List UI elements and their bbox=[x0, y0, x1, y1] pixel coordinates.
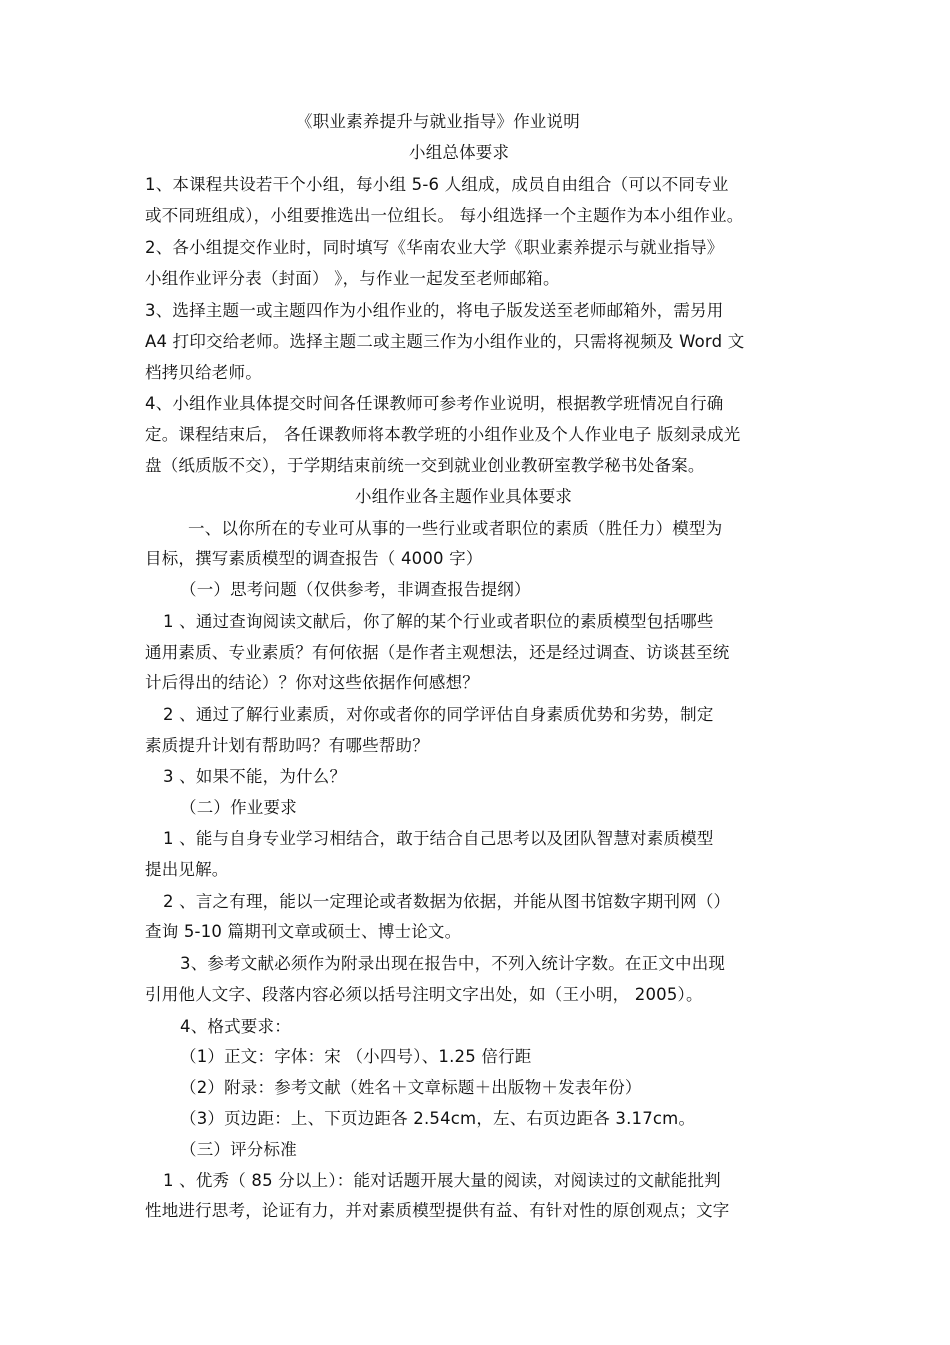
section-heading-topic-requirements: 小组作业各主题作业具体要求 bbox=[355, 487, 573, 506]
part-1-item-3-line-1: 3 、如果不能，为什么？ bbox=[163, 767, 347, 786]
part-1-item-1-line-2: 通用素质、专业素质？有何依据（是作者主观想法，还是经过调查、访谈甚至统 bbox=[145, 643, 730, 662]
format-item-1: （1）正文：字体：宋 （小四号）、1.25 倍行距 bbox=[180, 1047, 532, 1066]
topic-1-heading-line-2: 目标，撰写素质模型的调查报告（ 4000 字） bbox=[145, 549, 483, 568]
topic-1-heading-line-1: 一、以你所在的专业可从事的一些行业或者职位的素质（胜任力）模型为 bbox=[188, 519, 723, 538]
part-2-heading: （二）作业要求 bbox=[180, 798, 297, 817]
part-1-item-1-line-1: 1 、通过查询阅读文献后，你了解的某个行业或者职位的素质模型包括哪些 bbox=[163, 612, 714, 631]
rule-1-line-1: 1、本课程共设若干个小组，每小组 5-6 人组成，成员自由组合（可以不同专业 bbox=[145, 175, 729, 194]
part-2-item-4-line-1: 4、格式要求： bbox=[180, 1017, 291, 1036]
rule-2-line-2: 小组作业评分表（封面） 》，与作业一起发至老师邮箱。 bbox=[145, 269, 560, 288]
part-1-heading: （一）思考问题（仅供参考，非调查报告提纲） bbox=[180, 580, 531, 599]
section-heading-group-requirements: 小组总体要求 bbox=[409, 143, 510, 162]
part-3-item-1-line-1: 1 、优秀（ 85 分以上）：能对话题开展大量的阅读，对阅读过的文献能批判 bbox=[163, 1171, 721, 1190]
part-2-item-1-line-2: 提出见解。 bbox=[145, 860, 229, 879]
document-title: 《职业素养提升与就业指导》作业说明 bbox=[296, 112, 580, 131]
part-1-item-1-line-3: 计后得出的结论）？你对这些依据作何感想？ bbox=[145, 673, 479, 692]
part-1-item-2-line-1: 2 、通过了解行业素质，对你或者你的同学评估自身素质优势和劣势，制定 bbox=[163, 705, 714, 724]
format-item-3: （3）页边距：上、下页边距各 2.54cm，左、右页边距各 3.17cm。 bbox=[180, 1109, 696, 1128]
rule-4-line-1: 4、小组作业具体提交时间各任课教师可参考作业说明，根据教学班情况自行确 bbox=[145, 394, 724, 413]
rule-1-line-2: 或不同班组成），小组要推选出一位组长。 每小组选择一个主题作为本小组作业。 bbox=[145, 206, 744, 225]
part-2-item-2-line-1: 2 、言之有理，能以一定理论或者数据为依据，并能从图书馆数字期刊网（） bbox=[163, 892, 731, 911]
rule-3-line-1: 3、选择主题一或主题四作为小组作业的，将电子版发送至老师邮箱外，需另用 bbox=[145, 301, 724, 320]
part-2-item-2-line-2: 查询 5-10 篇期刊文章或硕士、博士论文。 bbox=[145, 922, 462, 941]
part-2-item-3-line-2: 引用他人文字、段落内容必须以括号注明文字出处，如（王小明， 2005）。 bbox=[145, 985, 703, 1004]
rule-3-line-2: A4 打印交给老师。选择主题二或主题三作为小组作业的，只需将视频及 Word 文 bbox=[145, 332, 745, 351]
format-item-2: （2）附录：参考文献（姓名＋文章标题＋出版物＋发表年份） bbox=[180, 1078, 642, 1097]
part-3-heading: （三）评分标准 bbox=[180, 1140, 297, 1159]
rule-4-line-3: 盘（纸质版不交），于学期结束前统一交到就业创业教研室教学秘书处备案。 bbox=[145, 456, 705, 475]
rule-3-line-3: 档拷贝给老师。 bbox=[145, 363, 262, 382]
part-2-item-3-line-1: 3、参考文献必须作为附录出现在报告中，不列入统计字数。在正文中出现 bbox=[180, 954, 726, 973]
part-2-item-1-line-1: 1 、能与自身专业学习相结合，敢于结合自己思考以及团队智慧对素质模型 bbox=[163, 829, 714, 848]
part-1-item-2-line-2: 素质提升计划有帮助吗？有哪些帮助？ bbox=[145, 736, 429, 755]
rule-2-line-1: 2、各小组提交作业时，同时填写《华南农业大学《职业素养提示与就业指导》 bbox=[145, 238, 724, 257]
rule-4-line-2: 定。课程结束后， 各任课教师将本教学班的小组作业及个人作业电子 版刻录成光 bbox=[145, 425, 741, 444]
part-3-item-1-line-2: 性地进行思考，论证有力，并对素质模型提供有益、有针对性的原创观点；文字 bbox=[145, 1201, 730, 1220]
